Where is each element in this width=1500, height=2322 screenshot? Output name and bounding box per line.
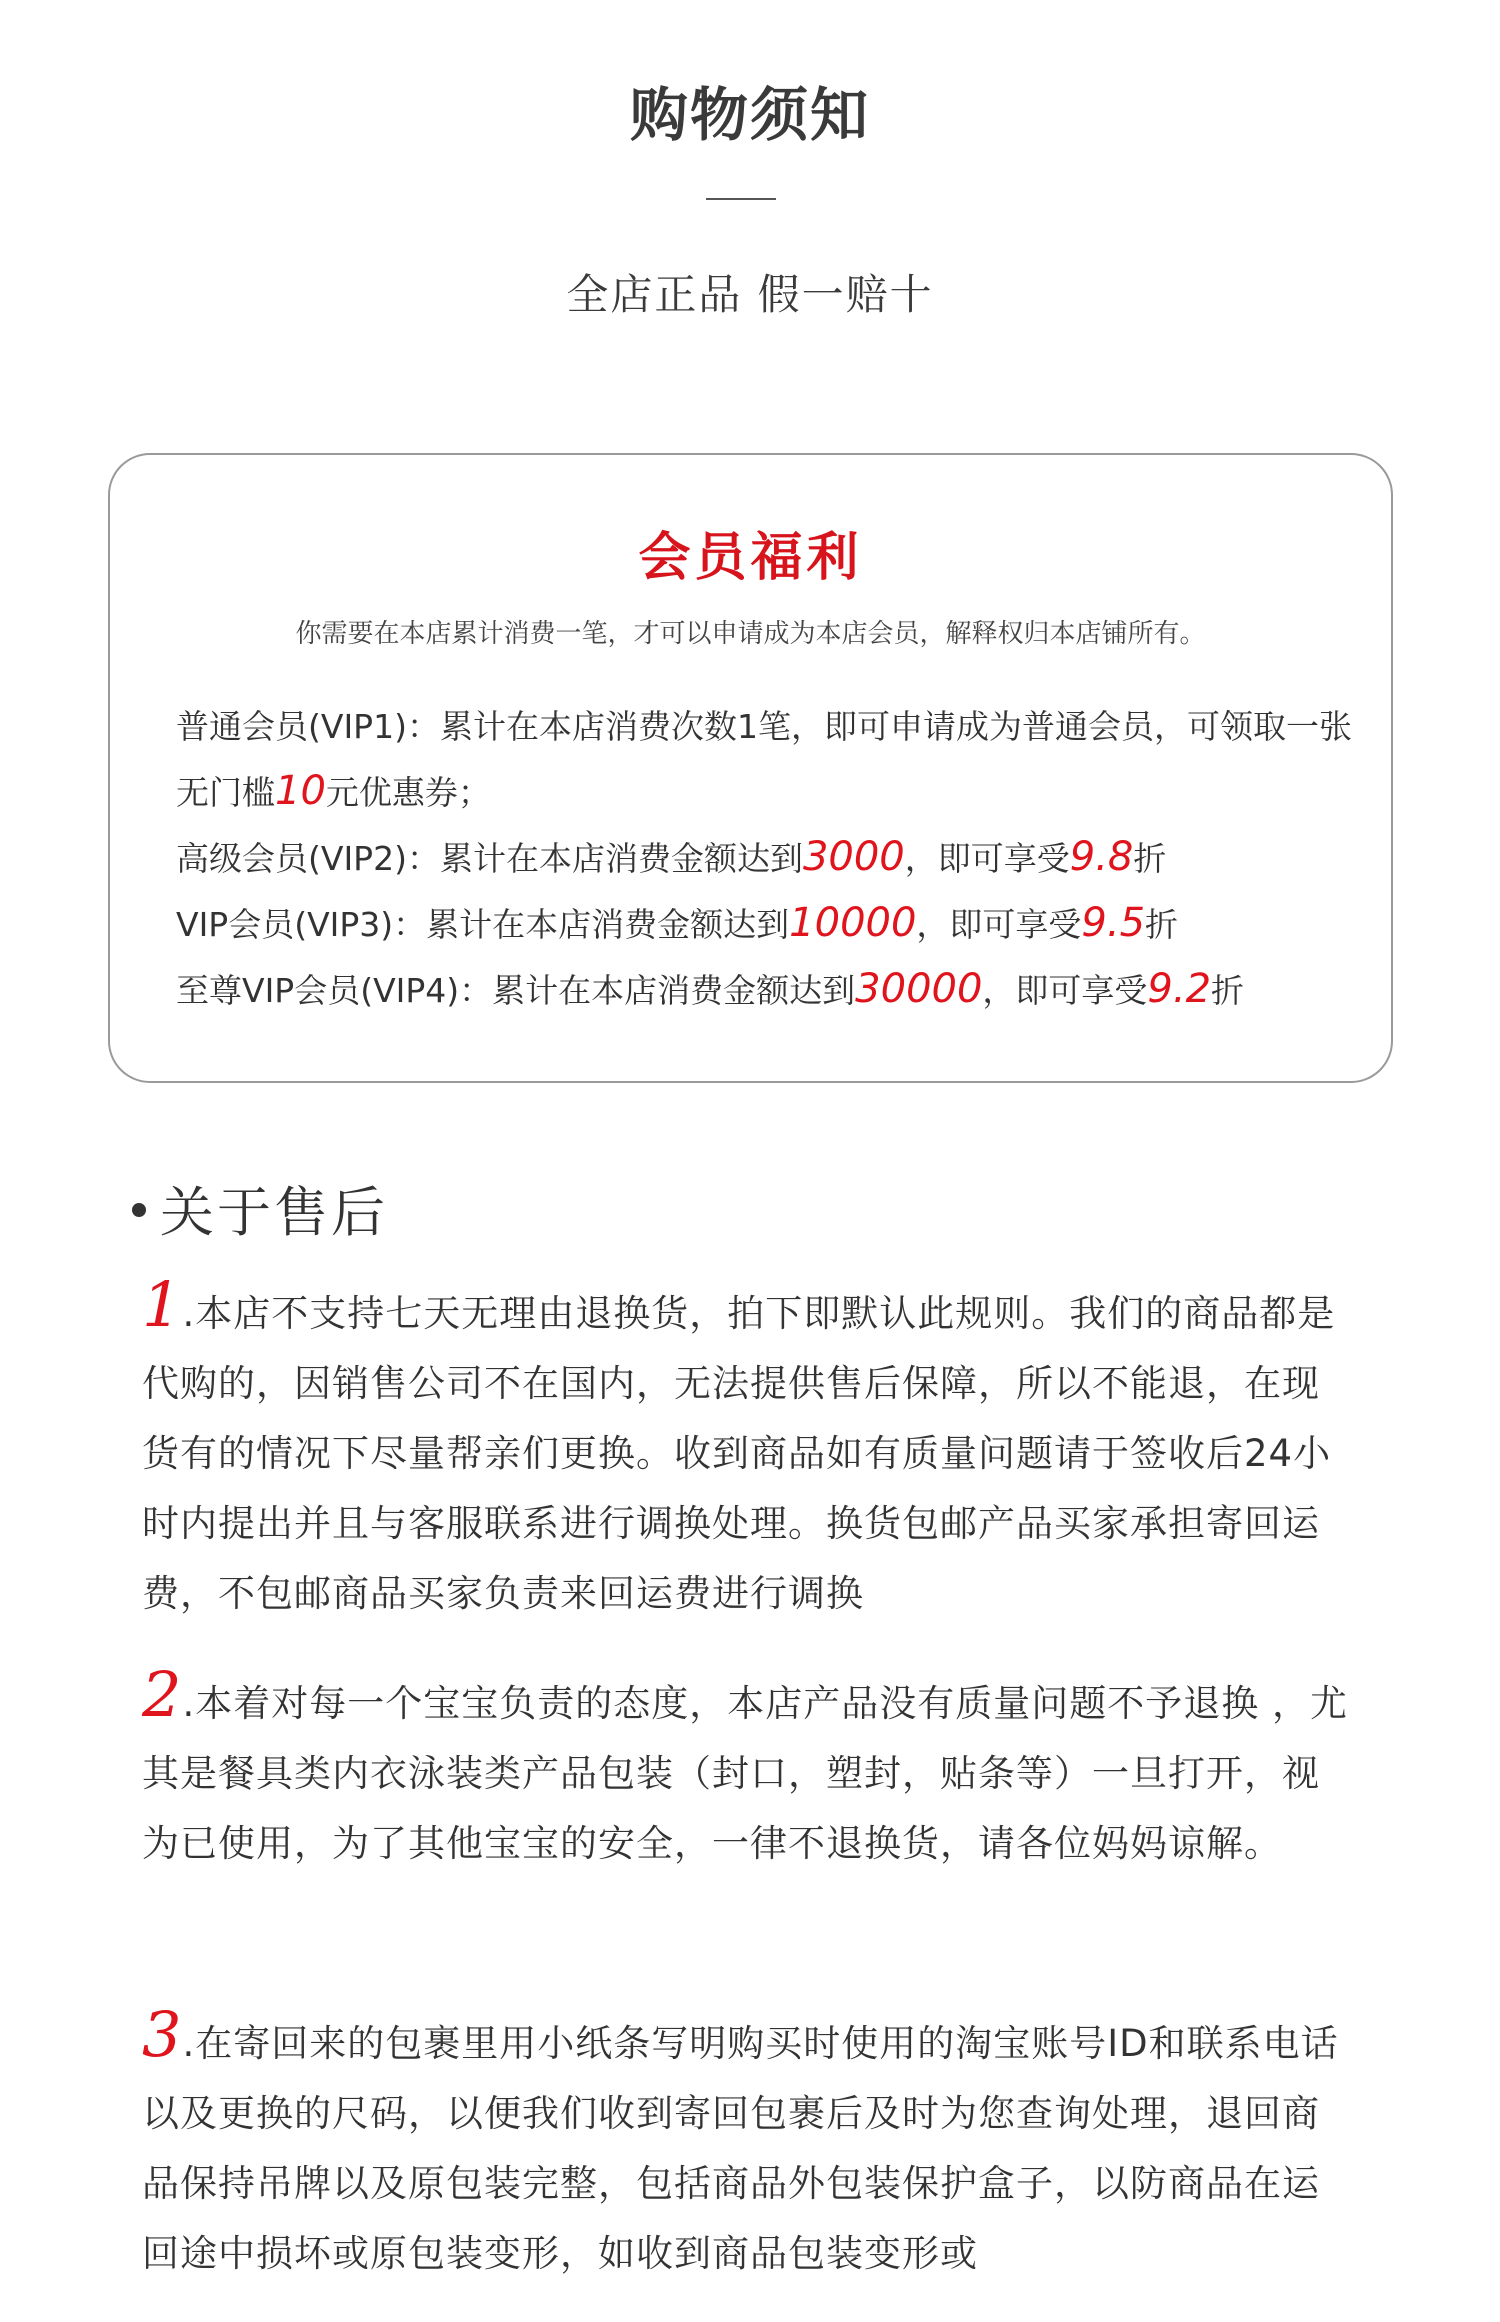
bullet-icon [132, 1203, 146, 1217]
tier-vip4-mid: ，即可享受 [982, 971, 1148, 1010]
tier-vip1-text: 普通会员(VIP1)：累计在本店消费次数1笔，即可申请成为普通会员，可领取一张无门槛 [176, 707, 1352, 812]
after-sales-heading-text: 关于售后 [160, 1181, 388, 1244]
item-text: .本店不支持七天无理由退换货，拍下即默认此规则。我们的商品都是代购的，因销售公司不在国内，无法提供售后保障，所以不能退，在现货有的情况下尽量帮亲们更换。收到商品如有质量问题请于签收后24小时内提出并且与客服联系进行调换处理。换货包邮产品买家承担寄回运费，不包邮商品买家负责来回运费进行调换 [142, 1292, 1336, 1615]
member-benefits-description: 你需要在本店累计消费一笔，才可以申请成为本店会员，解释权归本店铺所有。 [295, 619, 1206, 649]
member-tier-vip1 [176, 695, 1366, 825]
after-sales-item-3 [142, 2000, 1357, 2289]
tier-vip4-discount: 9.2 [1147, 966, 1212, 1012]
item-text: .本着对每一个宝宝负责的态度，本店产品没有质量问题不予退换 ，尤其是餐具类内衣泳装类产品包装（封口，塑封，贴条等）一旦打开，视为已使用，为了其他宝宝的安全，一律不退换货，请各位妈妈谅解。 [142, 1682, 1348, 1865]
tier-vip4-suffix: 折 [1211, 971, 1245, 1010]
tier-vip2-amount: 3000 [802, 834, 905, 880]
item-text: .在寄回来的包裹里用小纸条写明购买时使用的淘宝账号ID和联系电话以及更换的尺码，以便我们收到寄回包裹后及时为您查询处理，退回商品保持吊牌以及原包装完整，包括商品外包装保护盒子，以防商品在运回途中损坏或原包装变形，如收到商品包装变形或 [142, 2022, 1339, 2275]
tier-vip3-suffix: 折 [1145, 905, 1179, 944]
tier-vip3-discount: 9.5 [1081, 900, 1146, 946]
member-tier-list [176, 695, 1366, 1023]
member-tier-vip2 [176, 825, 1366, 891]
tier-vip3-amount: 10000 [789, 900, 917, 946]
after-sales-heading [132, 1170, 388, 1247]
after-sales-item-1 [142, 1270, 1357, 1629]
page-title: 购物须知 [629, 81, 870, 149]
tier-vip4-text: 至尊VIP会员(VIP4)：累计在本店消费金额达到 [176, 971, 856, 1010]
item-number: 2 [142, 1658, 183, 1731]
page-subtitle: 全店正品 假一赔十 [566, 270, 934, 319]
tier-vip2-text: 高级会员(VIP2)：累计在本店消费金额达到 [176, 839, 803, 878]
tier-vip4-amount: 30000 [855, 966, 983, 1012]
tier-vip2-mid: ，即可享受 [904, 839, 1070, 878]
tier-vip2-suffix: 折 [1133, 839, 1167, 878]
tier-vip3-text: VIP会员(VIP3)：累计在本店消费金额达到 [176, 905, 790, 944]
after-sales-item-2 [142, 1660, 1357, 1879]
item-number: 3 [142, 1998, 183, 2071]
tier-vip2-discount: 9.8 [1069, 834, 1134, 880]
member-tier-vip3 [176, 891, 1366, 957]
item-number: 1 [142, 1268, 183, 1341]
member-benefits-title: 会员福利 [638, 528, 863, 588]
member-benefits-card [108, 453, 1393, 1083]
tier-vip1-suffix: 元优惠券； [325, 773, 491, 812]
member-tier-vip4 [176, 957, 1366, 1023]
tier-vip1-coupon-value: 10 [275, 768, 326, 814]
tier-vip3-mid: ，即可享受 [916, 905, 1082, 944]
title-divider [706, 198, 776, 200]
